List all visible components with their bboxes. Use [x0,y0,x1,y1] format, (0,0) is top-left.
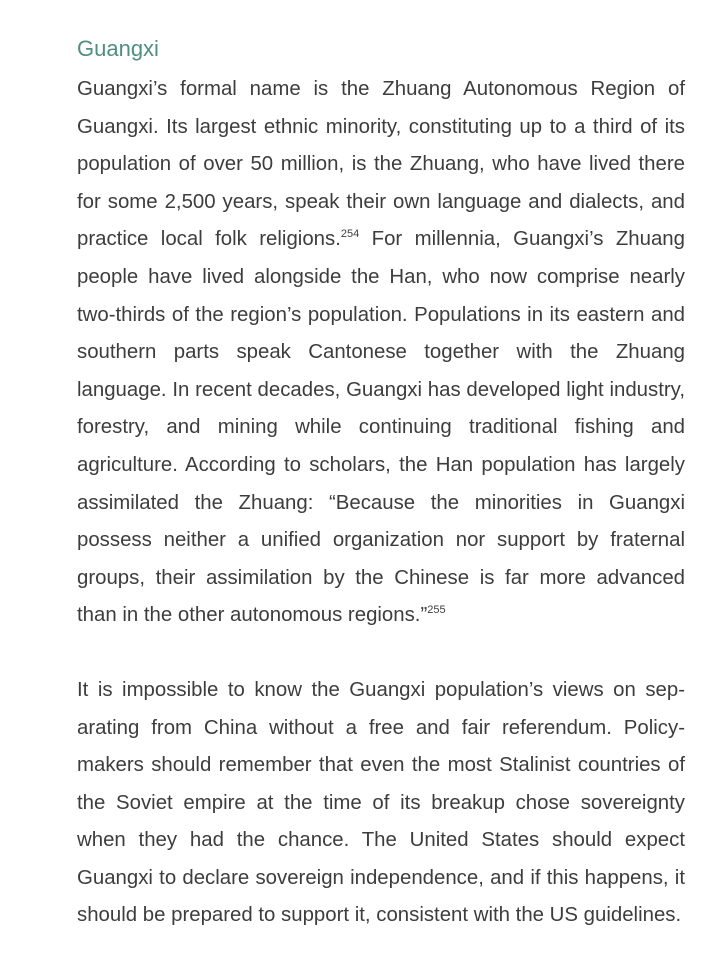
body-paragraph: It is impossible to know the Guangxi population’s views on separating from China without a free and fair referendum. Policymakers should remember that even the most Stalinist countries of the Soviet empire at the time of its breakup chose sovereignty when they had the chance. The United States should expect Guangxi to declare sovereign independence, and if this happens, it should be prepared to support it, consistent with the US guidelines. [77,678,685,927]
document-page [77,0,685,935]
body-paragraph [77,71,685,635]
section-heading: Guangxi [77,36,159,61]
footnote-marker[interactable]: 255 [427,604,446,617]
paragraph-text: Guangxi’s formal name is the Zhuang Autonomous Region of Guangxi. Its largest ethnic minority, constituting up to a third of its population of over 50 million, is the Zhuang, who have lived there for some 2,500 years, speak their own language and dialects, and practice local folk religions. [77,78,685,251]
footnote-marker[interactable]: 254 [340,228,360,241]
paragraph-text: For millennia, Guangxi’s Zhuang people have lived alongside the Han, who now comprise nearly two-thirds of the region’s population. Populations in its eastern and southern parts speak Cantonese together with the Zhuang language. In recent decades, Guangxi has developed light industry, forestry, and mining while continuing traditional fishing and agriculture. According to scholars, the Han population has largely assimilated the Zhuang: “Because the minorities in Guangxi possess neither a unified organization nor support by fraternal groups, their assimilation by the Chinese is far more advanced than in the other autonomous regions.” [77,228,685,627]
